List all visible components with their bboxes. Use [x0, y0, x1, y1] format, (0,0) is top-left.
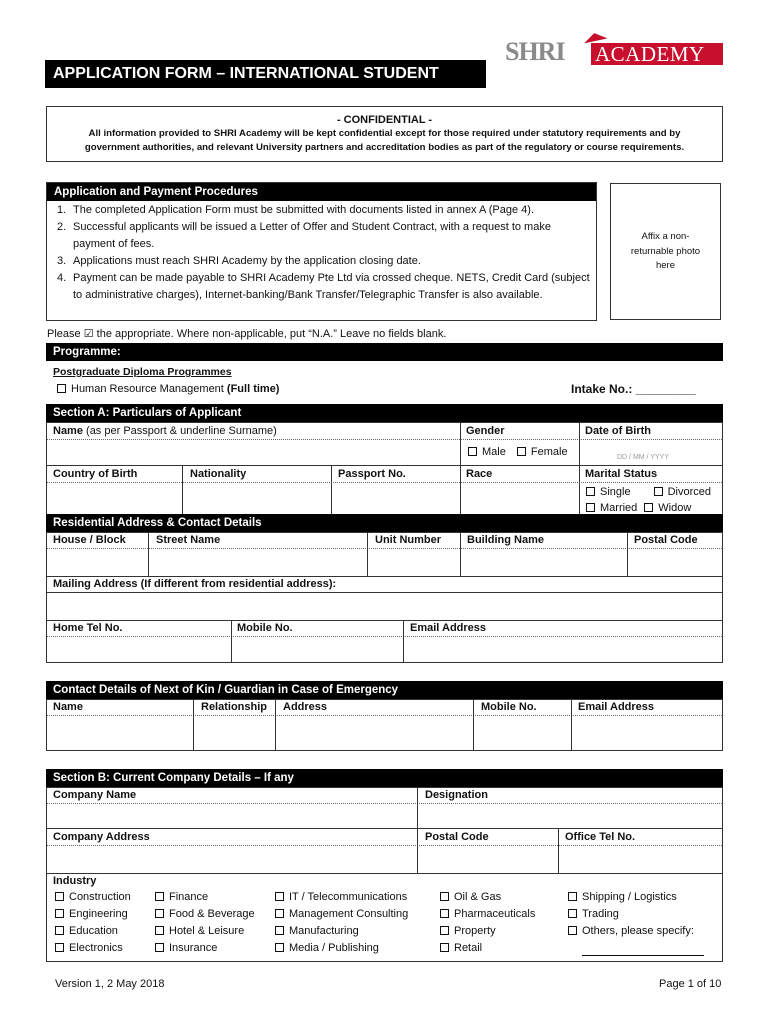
- programme-option[interactable]: Human Resource Management (Full time): [57, 383, 279, 395]
- checkbox-industry[interactable]: [55, 926, 64, 935]
- industry-option[interactable]: [55, 942, 123, 954]
- industry-option[interactable]: [275, 925, 359, 937]
- checkbox-industry[interactable]: [55, 909, 64, 918]
- instructions: Please ☑ the appropriate. Where non-applicable, put “N.A.” Leave no fields blank.: [47, 328, 447, 340]
- industry-label-text: Media / Publishing: [289, 942, 379, 954]
- marital-label: Marital Status: [585, 468, 658, 480]
- checkbox-industry[interactable]: [155, 926, 164, 935]
- checkbox-industry[interactable]: [440, 892, 449, 901]
- kin-name-label: Name: [53, 701, 83, 713]
- home-tel-label: Home Tel No.: [53, 622, 123, 634]
- industry-label-text: Electronics: [69, 942, 123, 954]
- mobile-label: Mobile No.: [237, 622, 293, 634]
- photo-box[interactable]: [610, 183, 721, 320]
- designation-label: Designation: [425, 789, 488, 801]
- checkbox-industry[interactable]: [440, 909, 449, 918]
- checkbox-industry[interactable]: [568, 926, 577, 935]
- industry-label-text: Retail: [454, 942, 483, 954]
- procedures-box: [46, 182, 597, 321]
- checkbox-divorced[interactable]: [654, 487, 663, 496]
- industry-label-text: Construction: [69, 891, 131, 903]
- unit-label: Unit Number: [375, 534, 441, 546]
- logo-shri: SHRI: [505, 37, 565, 66]
- checked-box-icon: ☑: [83, 328, 94, 340]
- industry-option[interactable]: [568, 925, 694, 937]
- industry-label-text: Food & Beverage: [169, 908, 255, 920]
- race-label: Race: [466, 468, 493, 480]
- industry-label: Industry: [53, 875, 97, 887]
- shri-academy-logo: [505, 33, 723, 73]
- industry-option[interactable]: [440, 942, 482, 954]
- gender-options: Male Female: [468, 446, 568, 458]
- footer-page: Page 1 of 10: [659, 978, 722, 990]
- list-item: 1. The completed Application Form must be submitted with documents listed in annex A (Page 4).: [57, 204, 535, 216]
- postal-label: Postal Code: [634, 534, 698, 546]
- checkbox-female[interactable]: [517, 447, 526, 456]
- industry-label-text: Trading: [582, 908, 619, 920]
- checkbox-hrm[interactable]: [57, 384, 66, 393]
- checkbox-industry[interactable]: [155, 909, 164, 918]
- industry-label-text: Others, please specify:: [582, 925, 694, 937]
- checkbox-single[interactable]: [586, 487, 595, 496]
- country-label: Country of Birth: [53, 468, 138, 480]
- industry-option[interactable]: [440, 925, 496, 937]
- mailing-label: Mailing Address (If different from residential address):: [53, 578, 337, 590]
- checkbox-industry[interactable]: [155, 943, 164, 952]
- industry-option[interactable]: [275, 891, 407, 903]
- checkbox-male[interactable]: [468, 447, 477, 456]
- house-label: House / Block: [53, 534, 126, 546]
- industry-option[interactable]: [155, 891, 208, 903]
- kin-email-label: Email Address: [578, 701, 655, 713]
- checkbox-industry[interactable]: [440, 943, 449, 952]
- gender-label: Gender: [466, 425, 505, 437]
- address-table: [46, 532, 723, 663]
- marital-options: Single Divorced Married Widow: [586, 484, 711, 516]
- checkbox-industry[interactable]: [275, 892, 284, 901]
- kin-mobile-label: Mobile No.: [481, 701, 537, 713]
- industry-label-text: Management Consulting: [289, 908, 409, 920]
- industry-label-text: Shipping / Logistics: [582, 891, 677, 903]
- industry-label-text: Oil & Gas: [454, 891, 502, 903]
- industry-label-text: Engineering: [69, 908, 128, 920]
- kin-heading: Contact Details of Next of Kin / Guardian in Case of Emergency: [46, 681, 723, 699]
- list-item: 3. Applications must reach SHRI Academy by the application closing date.: [57, 255, 421, 267]
- industry-option[interactable]: [55, 891, 131, 903]
- email-label: Email Address: [410, 622, 487, 634]
- industry-label-text: Education: [69, 925, 118, 937]
- intake-field[interactable]: Intake No.: _________: [571, 382, 696, 396]
- checkbox-married[interactable]: [586, 503, 595, 512]
- industry-option[interactable]: [55, 908, 128, 920]
- industry-options: [47, 891, 722, 961]
- procedures-heading: Application and Payment Procedures: [47, 183, 596, 201]
- industry-option[interactable]: [275, 942, 379, 954]
- confidential-text: All information provided to SHRI Academy will be kept confidential except for those required under statutory requirements and by government authorities, and relevant University partners and accreditation bodies as part of the regulatory or course requirements.: [84, 128, 685, 153]
- building-label: Building Name: [467, 534, 545, 546]
- industry-label-text: IT / Telecommunications: [289, 891, 408, 903]
- industry-option[interactable]: [568, 891, 677, 903]
- list-item: 4. Payment can be made payable to SHRI Academy Pte Ltd via crossed cheque. NETS, Credit Card (subject to administrative charges), Internet-banking/Bank Transfer/Telegraphic Transfer is also available.: [57, 272, 590, 301]
- checkbox-industry[interactable]: [275, 943, 284, 952]
- others-specify-line[interactable]: [582, 955, 704, 956]
- industry-option[interactable]: [155, 908, 255, 920]
- passport-label: Passport No.: [338, 468, 406, 480]
- checkbox-industry[interactable]: [440, 926, 449, 935]
- form-title: APPLICATION FORM – INTERNATIONAL STUDENT: [45, 60, 486, 88]
- street-label: Street Name: [156, 534, 221, 546]
- procedures-list: [47, 202, 596, 304]
- confidential-notice: [46, 106, 723, 162]
- dob-field[interactable]: DD / MM / YYYY: [617, 454, 669, 461]
- industry-option[interactable]: [568, 908, 619, 920]
- photo-label: Affix a non-returnable photo here: [630, 231, 701, 271]
- company-name-label: Company Name: [53, 789, 137, 801]
- industry-label-text: Hotel & Leisure: [169, 925, 245, 937]
- company-address-label: Company Address: [53, 831, 150, 843]
- industry-option[interactable]: [55, 925, 118, 937]
- checkbox-industry[interactable]: [275, 926, 284, 935]
- industry-label-text: Pharmaceuticals: [454, 908, 536, 920]
- checkbox-industry[interactable]: [155, 892, 164, 901]
- kin-relationship-label: Relationship: [201, 701, 268, 713]
- checkbox-widow[interactable]: [644, 503, 653, 512]
- dob-label: Date of Birth: [585, 425, 651, 437]
- industry-option[interactable]: [440, 891, 501, 903]
- kin-table: [46, 699, 723, 751]
- section-b-heading: Section B: Current Company Details – If any: [46, 769, 723, 787]
- section-a-heading: Section A: Particulars of Applicant: [46, 404, 723, 422]
- name-field[interactable]: [53, 441, 453, 463]
- industry-option[interactable]: [155, 942, 217, 954]
- industry-label-text: Manufacturing: [289, 925, 359, 937]
- industry-label-text: Property: [454, 925, 496, 937]
- checkbox-industry[interactable]: [568, 909, 577, 918]
- checkbox-industry[interactable]: [55, 892, 64, 901]
- programme-group: Postgraduate Diploma Programmes: [53, 366, 232, 378]
- office-tel-label: Office Tel No.: [565, 831, 636, 843]
- checkbox-industry[interactable]: [275, 909, 284, 918]
- kin-address-label: Address: [283, 701, 328, 713]
- nationality-label: Nationality: [190, 468, 247, 480]
- company-table: [46, 787, 723, 962]
- programme-heading: Programme:: [46, 343, 723, 361]
- name-label: Name (as per Passport & underline Surname): [53, 425, 277, 437]
- confidential-heading: - CONFIDENTIAL -: [336, 114, 433, 126]
- industry-label-text: Finance: [169, 891, 209, 903]
- industry-label-text: Insurance: [169, 942, 218, 954]
- checkbox-industry[interactable]: [55, 943, 64, 952]
- checkbox-industry[interactable]: [568, 892, 577, 901]
- section-a-table: [46, 422, 723, 515]
- industry-option[interactable]: [275, 908, 408, 920]
- industry-option[interactable]: [440, 908, 535, 920]
- address-heading: Residential Address & Contact Details: [46, 514, 723, 532]
- company-postal-label: Postal Code: [425, 831, 489, 843]
- industry-option[interactable]: [155, 925, 244, 937]
- logo-academy: ACADEMY: [591, 43, 723, 65]
- list-item: 2. Successful applicants will be issued a Letter of Offer and Student Contract, with a request to make payment of fees.: [57, 221, 551, 250]
- footer-version: Version 1, 2 May 2018: [55, 978, 165, 990]
